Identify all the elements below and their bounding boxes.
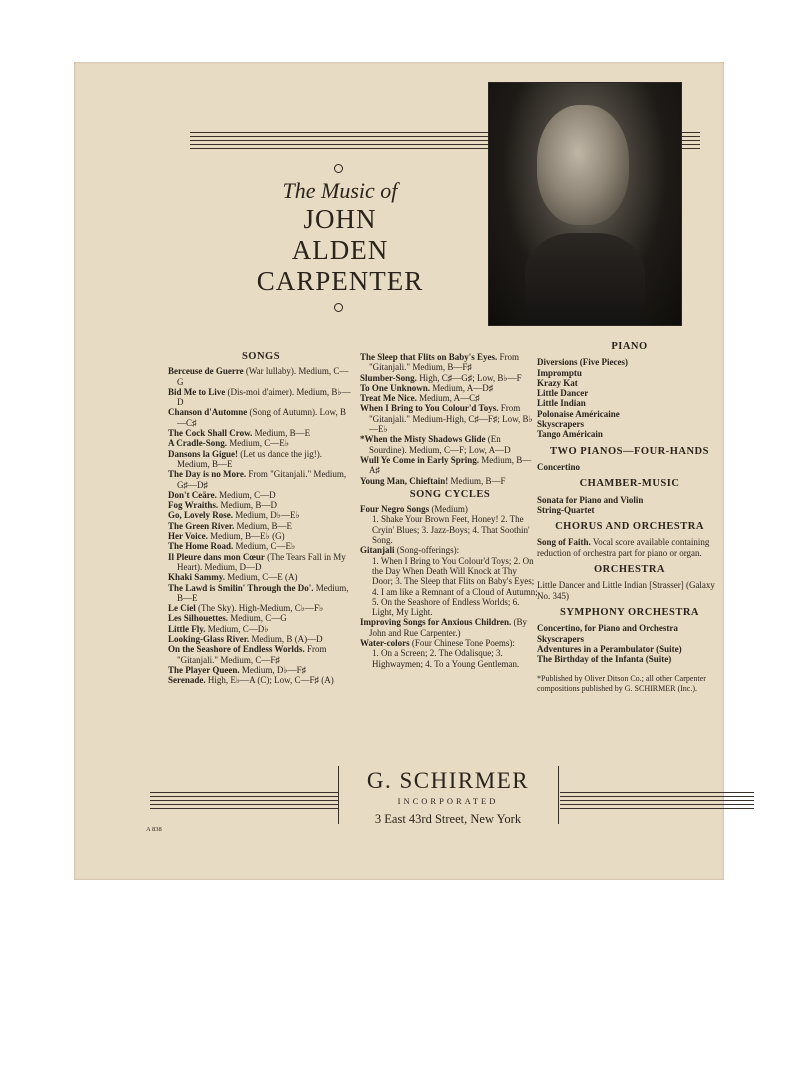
publisher-name: G. SCHIRMER	[366, 768, 530, 793]
songs-column	[168, 352, 354, 686]
orchestra-entry: Little Dancer and Little Indian [Strasser] (Galaxy No. 345)	[537, 580, 715, 601]
entry-title: The Green River.	[168, 520, 235, 531]
entry-detail: (By John and Rue Carpenter.)	[369, 617, 528, 638]
chorus-desc: Vocal score available containing reduction of orchestra part for piano or organ.	[537, 537, 710, 558]
list-item	[360, 383, 540, 393]
entry-detail: Medium, B—D	[218, 500, 277, 511]
list-item: Little Indian	[537, 398, 586, 409]
composer-portrait	[488, 82, 682, 326]
entry-title: Dansons la Gigue!	[168, 448, 239, 459]
entry-detail: From "Gitanjali." Medium, B—F♯	[369, 352, 520, 373]
entry-title: Improving Songs for Anxious Children.	[360, 617, 512, 628]
entry-title: The Home Road.	[168, 541, 234, 552]
entry-detail: (Song of Autumn). Low, B—C♯	[177, 407, 346, 428]
list-item	[168, 603, 354, 613]
list-item: Concertino, for Piano and Orchestra	[537, 623, 678, 634]
entry-detail: Medium, B—F	[448, 475, 506, 486]
entry-title: Gitanjali	[360, 545, 395, 556]
piano-heading: PIANO	[611, 341, 648, 352]
entry-title: Young Man, Chieftain!	[360, 475, 449, 486]
list-item: Sonata for Piano and Violin	[537, 494, 644, 505]
entry-title: Four Negro Songs	[360, 504, 430, 515]
two-pianos-list	[537, 462, 722, 472]
song-cycles-heading: SONG CYCLES	[409, 488, 491, 500]
list-item: Diversions (Five Pieces)	[537, 357, 628, 368]
entry-title: Bid Me to Live	[168, 386, 226, 397]
list-item	[168, 449, 354, 470]
instrumental-column	[537, 342, 722, 693]
title-music-of: The Music of	[282, 178, 398, 203]
entry-detail: Medium, B—E	[252, 428, 311, 439]
entry-title: The Player Queen.	[168, 664, 240, 675]
entry-detail: Medium, C—D	[216, 489, 276, 500]
entry-title: Treat Me Nice.	[360, 393, 417, 404]
symphony-orchestra-list	[537, 623, 722, 664]
composer-name	[200, 204, 480, 297]
entry-title: The Sleep that Flits on Baby's Eyes.	[360, 352, 498, 362]
entry-title: *When the Misty Shadows Glide	[360, 434, 486, 445]
catalog-code: A 838	[146, 826, 162, 833]
entry-detail: Medium, C—G	[228, 613, 287, 624]
entry-detail: Medium, D♭—F♯	[239, 664, 307, 675]
entry-title: Slumber-Song.	[360, 372, 417, 383]
entry-detail: (Song-offerings):	[394, 545, 460, 556]
list-item	[360, 393, 540, 403]
list-item	[360, 476, 540, 486]
list-item	[168, 552, 354, 573]
entry-detail: (Let us dance the jig!). Medium, B—E	[177, 448, 322, 469]
entry-detail: Medium, B—E♭ (G)	[207, 531, 285, 542]
entry-title: Il Pleure dans mon Cœur	[168, 551, 265, 562]
entry-detail: Medium, B—A♯	[369, 454, 532, 476]
songs-continued-list	[360, 352, 540, 486]
entry-title: To One Unknown.	[360, 382, 430, 393]
entry-detail: High, E♭—A (C); Low, C—F♯ (A)	[205, 675, 334, 686]
entry-detail: From "Gitanjali." Medium-High, C♯—F♯; Low, B♭—E♭	[369, 403, 533, 435]
list-item	[360, 455, 540, 476]
entry-detail: Medium, D♭—E♭	[233, 510, 300, 521]
list-item: Little Dancer	[537, 388, 589, 399]
entry-title: The Cock Shall Crow.	[168, 428, 253, 439]
symphony-orchestra-heading: SYMPHONY ORCHESTRA	[560, 606, 699, 618]
entry-detail: Medium, A—C♯	[416, 393, 480, 404]
list-item	[360, 504, 540, 514]
entry-title: Le Ciel	[168, 603, 196, 614]
entry-title: Don't Ceäre.	[168, 489, 217, 500]
list-item	[168, 469, 354, 490]
entry-detail: Medium, C—D♭	[205, 623, 269, 634]
list-item	[168, 541, 354, 551]
entry-detail: Medium, C—E♭	[233, 541, 296, 552]
ornament-circle-top	[334, 164, 343, 173]
list-item: String-Quartet	[537, 504, 595, 515]
orchestra-heading: ORCHESTRA	[593, 564, 665, 576]
chamber-music-heading: CHAMBER-MUSIC	[579, 478, 680, 490]
list-item	[168, 510, 354, 520]
footnote: *Published by Oliver Ditson Co.; all other Carpenter compositions published by G. SCHIRMER (Inc.).	[537, 674, 706, 693]
ornament-circle-bottom	[334, 303, 343, 312]
entry-detail: (Four Chinese Tone Poems):	[409, 638, 515, 649]
entry-detail: Medium, B—E	[234, 520, 292, 531]
list-item	[168, 366, 354, 387]
entry-title: Fog Wraiths.	[168, 500, 219, 511]
list-item	[168, 613, 354, 623]
entry-title: Les Silhouettes.	[168, 613, 229, 624]
entry-detail: (Medium)	[429, 504, 468, 515]
songs-heading: SONGS	[241, 351, 281, 362]
entry-detail: (The Tears Fall in My Heart). Medium, D—D	[177, 551, 346, 572]
list-item: Tango Américain	[537, 429, 603, 440]
entry-detail: From "Gitanjali." Medium, G♯—D♯	[177, 469, 347, 490]
list-item	[168, 407, 354, 428]
list-item	[168, 428, 354, 438]
list-item: Skyscrapers	[537, 633, 584, 644]
entry-title: A Cradle-Song.	[168, 438, 228, 449]
list-item: The Birthday of the Infanta (Suite)	[537, 654, 672, 665]
entry-detail: (The Sky). High-Medium, C♭—F♭	[195, 603, 324, 614]
piano-list	[537, 357, 722, 439]
chorus-title: Song of Faith.	[537, 537, 591, 548]
list-item	[360, 373, 540, 383]
entry-title: Little Fly.	[168, 623, 206, 634]
top-right-staff-lines	[680, 132, 700, 152]
publisher-address: 3 East 43rd Street, New York	[374, 812, 522, 826]
entry-title: Khaki Sammy.	[168, 572, 226, 583]
chorus-orchestra-heading: CHORUS AND ORCHESTRA	[555, 521, 704, 533]
list-item: Krazy Kat	[537, 377, 578, 388]
list-item: Impromptu	[537, 367, 582, 378]
entry-title: Go, Lovely Rose.	[168, 510, 233, 521]
entry-title: Looking-Glass River.	[168, 634, 250, 645]
list-item	[168, 500, 354, 510]
list-item	[168, 665, 354, 675]
composer-first-name: JOHN	[303, 204, 377, 234]
list-item	[168, 583, 354, 604]
song-cycles-list	[360, 504, 540, 669]
composer-middle-name: ALDEN	[291, 235, 389, 265]
entry-title: Berceuse de Guerre	[168, 366, 244, 377]
list-item: Adventures in a Perambulator (Suite)	[537, 643, 682, 654]
entry-detail: Medium, B (A)—D	[249, 634, 323, 645]
list-item	[360, 638, 540, 648]
list-item	[360, 545, 540, 555]
entry-contents: 1. When I Bring to You Colour'd Toys; 2. On the Day When Death Will Knock at Thy Door; 3. The Sleep that Flits on Baby's Eyes; 4. I am like a Remnant of a Cloud of Autumn; 5. On the Seashore of Endless Worlds; 6. Light, My Light.	[372, 555, 538, 618]
entry-title: When I Bring to You Colour'd Toys.	[360, 403, 499, 414]
two-pianos-heading: TWO PIANOS—FOUR-HANDS	[550, 445, 709, 457]
list-item	[168, 644, 354, 665]
entry-title: The Lawd is Smilin' Through the Do'.	[168, 582, 314, 593]
entry-detail: From "Gitanjali." Medium, C—F♯	[177, 644, 327, 665]
list-item	[168, 387, 354, 408]
songs-list	[168, 366, 354, 685]
songs-continued-column	[360, 352, 540, 669]
list-item	[360, 352, 540, 373]
publisher-incorporated: INCORPORATED	[397, 796, 499, 806]
entry-contents: 1. Shake Your Brown Feet, Honey! 2. The Cryin' Blues; 3. Jazz-Boys; 4. That Soothin' Song.	[372, 514, 530, 546]
entry-title: Her Voice.	[168, 531, 208, 542]
list-item: Skyscrapers	[537, 419, 584, 430]
entry-detail: (En Sourdine). Medium, C—F; Low, A—D	[369, 434, 511, 455]
top-staff-lines	[190, 132, 488, 152]
list-item	[168, 438, 354, 448]
publisher-right-rule	[558, 766, 559, 824]
list-item	[168, 675, 354, 685]
entry-title: Water-colors	[360, 638, 410, 649]
list-item	[168, 572, 354, 582]
list-item: Polonaise Américaine	[537, 408, 620, 419]
list-item	[360, 403, 540, 434]
list-item	[168, 531, 354, 541]
entry-title: The Day is no More.	[168, 469, 247, 480]
entry-detail: Medium, C—E (A)	[225, 572, 298, 583]
list-item	[168, 634, 354, 644]
entry-contents: 1. On a Screen; 2. The Odalisque; 3. Highwaymen; 4. To a Young Gentleman.	[372, 648, 520, 669]
entry-title: On the Seashore of Endless Worlds.	[168, 644, 305, 655]
list-item: Concertino	[537, 461, 580, 472]
entry-detail: Medium, C—E♭	[227, 438, 290, 449]
chorus-entry	[537, 537, 722, 558]
composer-last-name: CARPENTER	[256, 266, 424, 296]
entry-detail: Medium, B—E	[177, 582, 349, 603]
list-item	[360, 617, 540, 638]
list-item	[168, 490, 354, 500]
entry-detail: (Dis-moi d'aimer). Medium, B♭—D	[177, 386, 351, 408]
chamber-music-list	[537, 495, 722, 516]
entry-title: Serenade.	[168, 675, 206, 686]
entry-detail: Medium, A—D♯	[429, 382, 494, 393]
entry-detail: (War lullaby). Medium, C—G	[177, 366, 349, 387]
list-item	[360, 434, 540, 455]
bottom-left-staff-lines	[150, 792, 338, 812]
entry-title: Chanson d'Automne	[168, 407, 248, 418]
list-item	[168, 624, 354, 634]
bottom-right-staff-lines	[560, 792, 754, 812]
publisher-block	[338, 768, 558, 827]
entry-detail: High, C♯—G♯; Low, B♭—F	[416, 372, 522, 383]
list-item	[168, 521, 354, 531]
entry-title: Wull Ye Come in Early Spring.	[360, 454, 480, 465]
